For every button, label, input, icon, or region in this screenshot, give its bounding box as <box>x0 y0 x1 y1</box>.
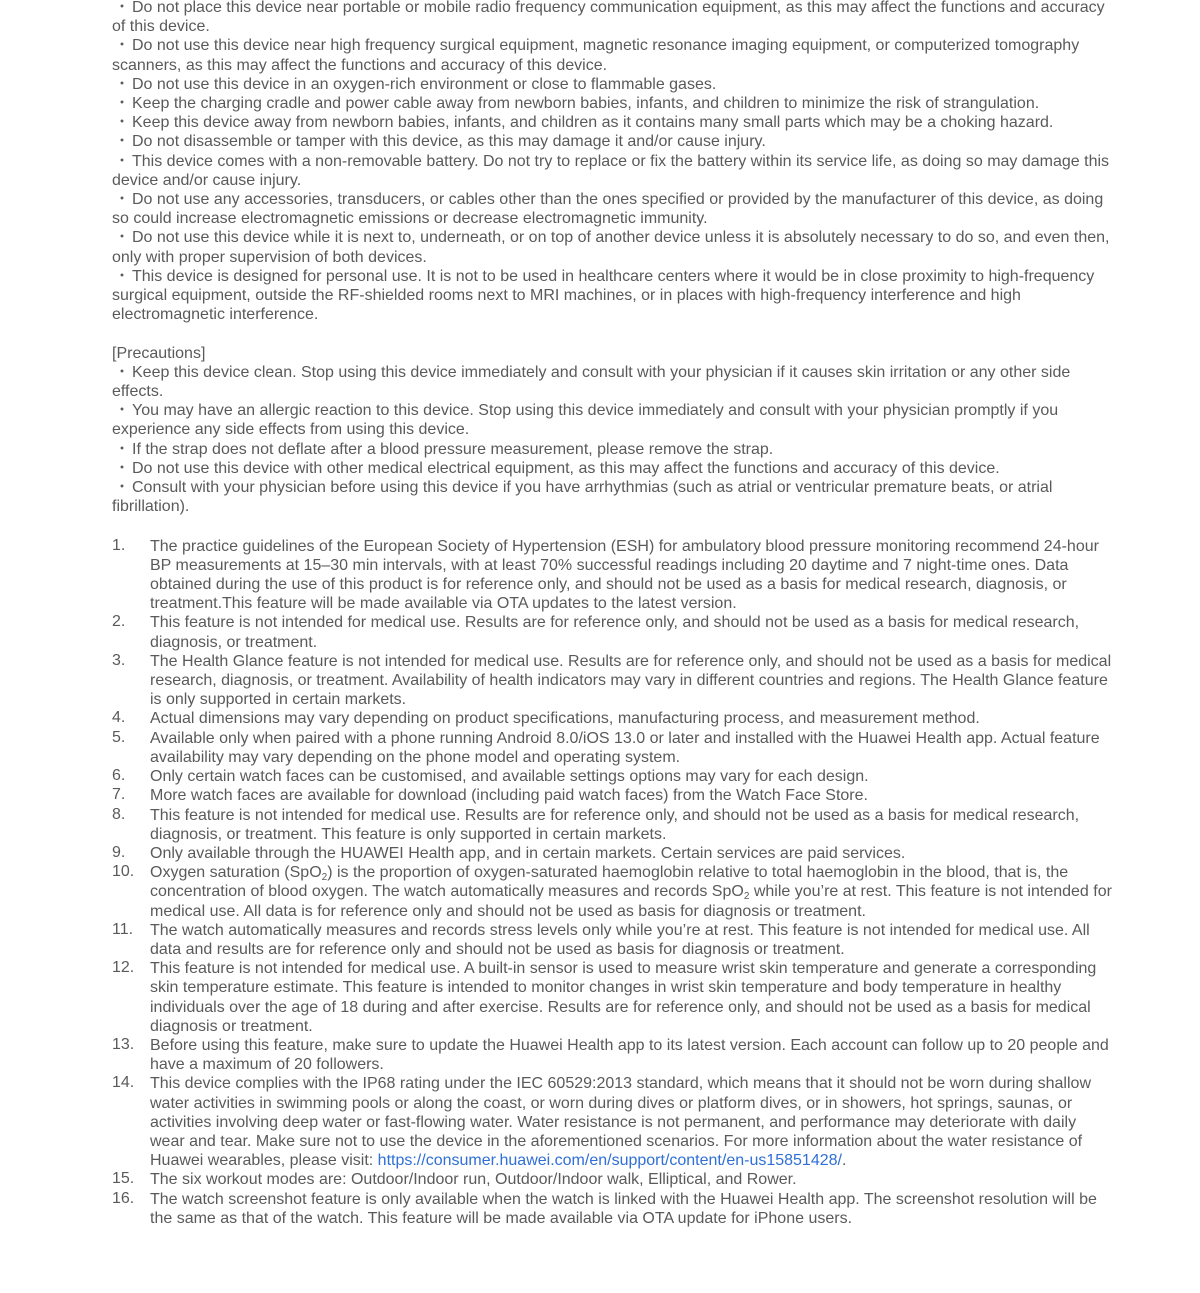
footnote-number: 6. <box>112 767 126 785</box>
footnote-item <box>112 767 1112 786</box>
bullet-icon: ・ <box>113 37 130 55</box>
footnote-number: 9. <box>112 843 126 861</box>
warnings-list <box>112 0 1112 324</box>
document-body <box>112 0 1112 1228</box>
footnote-number: 1. <box>112 536 126 554</box>
footnote-text: This feature is not intended for medical use. Results are for reference only, and should not be used as a basis for medical research, diagnosis, or treatment. <box>150 614 1080 651</box>
footnote-number: 11. <box>112 920 134 938</box>
footnote-item <box>112 613 1112 651</box>
warning-item: ・ Do not use any accessories, transducers, or cables other than the ones specified or provided by the manufacturer of this device, as doing so could increase electromagnetic emissions or decrease electromagnetic immunity. <box>112 191 1104 228</box>
footnote-item <box>112 537 1112 614</box>
precautions-list <box>112 363 1112 517</box>
footnote-item <box>112 729 1112 767</box>
precaution-item: ・ Consult with your physician before using this device if you have arrhythmias (such as atrial or ventricular premature beats, or atrial fibrillation). <box>112 479 1053 516</box>
subscript-2: 2 <box>321 872 328 884</box>
footnote-text: Oxygen saturation (SpO$_2$) is the proportion of oxygen-saturated haemoglobin relative to total haemoglobin in the blood, that is, the concentration of blood oxygen. The watch automatically measures and records SpO$_2$ while you’re at rest. This feature is not intended for medical use. All data is for reference only and should not be used as basis for diagnosis or treatment. <box>150 864 1112 920</box>
precaution-item: ・ You may have an allergic reaction to this device. Stop using this device immediately and consult with your physician promptly if you experience any side effects from using this device. <box>112 402 1059 439</box>
footnote-item <box>112 709 1112 728</box>
spacer <box>112 324 1112 343</box>
bullet-icon: ・ <box>113 114 130 132</box>
warning-item: ・ Keep the charging cradle and power cable away from newborn babies, infants, and children to minimize the risk of strangulation. <box>113 95 1040 113</box>
footnote-text: This feature is not intended for medical use. Results are for reference only, and should not be used as a basis for medical research, diagnosis, or treatment. This feature is only supported in certain markets. <box>150 806 1080 843</box>
subscript-2: 2 <box>743 891 750 903</box>
spacer <box>112 516 1112 535</box>
footnote-number: 3. <box>112 651 126 669</box>
precaution-item: ・ If the strap does not deflate after a blood pressure measurement, please remove the strap. <box>113 440 774 458</box>
bullet-icon: ・ <box>113 95 130 113</box>
warning-item: ・ Keep this device away from newborn babies, infants, and children as it contains many small parts which may be a choking hazard. <box>113 114 1054 132</box>
footnote-number: 7. <box>112 786 126 804</box>
footnote-text: Only certain watch faces can be customised, and available settings options may vary for each design. <box>150 768 869 786</box>
footnote-text: More watch faces are available for download (including paid watch faces) from the Watch Face Store. <box>150 787 868 805</box>
footnote-text: The six workout modes are: Outdoor/Indoor run, Outdoor/Indoor walk, Elliptical, and Rower. <box>150 1171 797 1189</box>
warning-item: ・ Do not disassemble or tamper with this device, as this may damage it and/or cause injury. <box>113 133 766 151</box>
footnote-number: 16. <box>112 1189 135 1207</box>
footnote-text: The watch screenshot feature is only available when the watch is linked with the Huawei Health app. The screenshot resolution will be the same as that of the watch. This feature will be made available via OTA update for iPhone users. <box>150 1190 1097 1227</box>
bullet-icon: ・ <box>113 363 130 381</box>
footnote-number: 14. <box>112 1074 135 1092</box>
footnote-number: 15. <box>112 1170 135 1188</box>
warning-item: ・ This device comes with a non-removable battery. Do not try to replace or fix the battery within its service life, as doing so may damage this device and/or cause injury. <box>112 152 1110 189</box>
precaution-item: ・ Do not use this device with other medical electrical equipment, as this may affect the functions and accuracy of this device. <box>113 459 1000 477</box>
footnote-text: Before using this feature, make sure to update the Huawei Health app to its latest version. Each account can follow up to 20 people and have a maximum of 20 followers. <box>150 1036 1109 1074</box>
footnote-text: The practice guidelines of the European Society of Hypertension (ESH) for ambulatory blood pressure monitoring recommend 24-hour BP measurements at 15–30 min intervals, with at least 70% successful readings including 20 daytime and 7 night-time ones. Data obtained during the use of this product is for reference only, and should not be used as a basis for medical research, diagnosis, or treatment.This feature will be made available via OTA updates to the latest version. <box>150 537 1099 613</box>
footnote-item <box>112 1036 1112 1074</box>
water-resistance-link[interactable]: https://consumer.huawei.com/en/support/content/en-us15851428/ <box>377 1152 842 1170</box>
bullet-icon: ・ <box>113 479 130 497</box>
footnote-item <box>112 844 1112 863</box>
footnote-text: Only available through the HUAWEI Health app, and in certain markets. Certain services are paid services. <box>150 844 906 862</box>
footnote-number: 13. <box>112 1035 135 1053</box>
bullet-icon: ・ <box>113 191 130 209</box>
footnote-item <box>112 786 1112 805</box>
bullet-icon: ・ <box>113 267 130 285</box>
footnote-number: 4. <box>112 709 126 727</box>
bullet-icon: ・ <box>113 152 130 170</box>
bullet-icon: ・ <box>113 459 130 477</box>
footnote-text: Available only when paired with a phone running Android 8.0/iOS 13.0 or later and installed with the Huawei Health app. Actual feature availability may vary depending on the phone model and operating system. <box>150 729 1100 766</box>
footnote-number: 12. <box>112 959 135 977</box>
footnote-item <box>112 1170 1112 1189</box>
precautions-heading: [Precautions] <box>112 344 206 362</box>
footnote-text: This feature is not intended for medical use. A built-in sensor is used to measure wrist skin temperature and generate a corresponding skin temperature estimate. This feature is intended to monitor changes in wrist skin temperature and body temperature in healthy individuals over the age of 18 during and after exercise. Results are for reference only, and should not be used as a basis for medical diagnosis or treatment. <box>150 960 1097 1035</box>
footnote-item <box>112 959 1112 1036</box>
precaution-item: ・ Keep this device clean. Stop using this device immediately and consult with your physician if it causes skin irritation or any other side effects. <box>112 363 1071 401</box>
footnote-number: 2. <box>112 613 126 631</box>
footnote-item <box>112 863 1112 921</box>
footnotes-list <box>112 537 1112 1228</box>
bullet-icon: ・ <box>113 402 130 420</box>
footnote-item <box>112 1074 1112 1170</box>
footnote-text: This device complies with the IP68 rating under the IEC 60529:2013 standard, which means that it should not be worn during shallow water activities in swimming pools or along the coast, or worn during dives or platform dives, or in showers, hot springs, saunas, or activities involving deep water or fast-flowing water. Water resistance is not permanent, and performance may deteriorate with daily wear and tear. Make sure not to use the device in the aforementioned scenarios. For more information about the water resistance of Huawei wearables, please visit: https://consumer.huawei.com/en/support/content/en-us15851428/. <box>150 1075 1091 1170</box>
warning-item: ・ Do not place this device near portable or mobile radio frequency communication equipment, as this may affect the functions and accuracy of this device. <box>112 0 1105 36</box>
footnote-text: Actual dimensions may vary depending on product specifications, manufacturing process, and measurement method. <box>150 710 980 728</box>
bullet-icon: ・ <box>113 75 130 93</box>
warning-item: ・ This device is designed for personal use. It is not to be used in healthcare centers where it would be in close proximity to high-frequency surgical equipment, outside the RF-shielded rooms next to MRI machines, or in places with high-frequency interference and high electromagnetic interference. <box>112 267 1095 324</box>
warning-item: ・ Do not use this device near high frequency surgical equipment, magnetic resonance imaging equipment, or computerized tomography scanners, as this may affect the functions and accuracy of this device. <box>112 37 1080 74</box>
footnote-item <box>112 1190 1112 1228</box>
bullet-icon: ・ <box>113 0 130 16</box>
footnote-item <box>112 652 1112 710</box>
footnote-text: The watch automatically measures and records stress levels only while you’re at rest. This feature is not intended for medical use. All data and results are for reference only and should not be used as basis for diagnosis or treatment. <box>150 921 1090 958</box>
footnote-item <box>112 806 1112 844</box>
footnote-item <box>112 921 1112 959</box>
footnote-number: 5. <box>112 728 126 746</box>
bullet-icon: ・ <box>113 229 130 247</box>
warning-item: ・ Do not use this device while it is next to, underneath, or on top of another device unless it is absolutely necessary to do so, and even then, only with proper supervision of both devices. <box>112 229 1110 266</box>
footnote-number: 8. <box>112 805 126 823</box>
warning-item: ・ Do not use this device in an oxygen-rich environment or close to flammable gases. <box>113 75 717 93</box>
footnote-text: The Health Glance feature is not intended for medical use. Results are for reference only, and should not be used as a basis for medical research, diagnosis, or treatment. Availability of health indicators may vary in different countries and regions. The Health Glance feature is only supported in certain markets. <box>150 652 1112 709</box>
bullet-icon: ・ <box>113 440 130 458</box>
bullet-icon: ・ <box>113 133 130 151</box>
footnote-number: 10. <box>112 863 135 881</box>
